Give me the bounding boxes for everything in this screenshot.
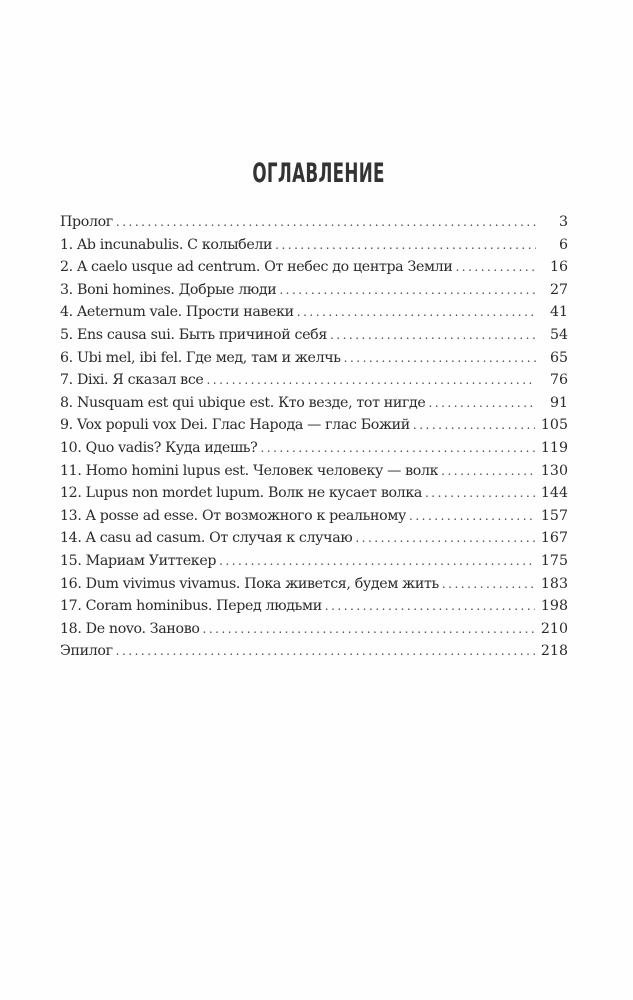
toc-entry-title: 2. A caelo usque ad centrum. От небес до центра Земли (60, 259, 453, 276)
toc-entry-page-number: 210 (540, 620, 568, 637)
toc-entry-title: 17. Coram hominibus. Перед людьми (60, 598, 322, 615)
toc-entry-page-number: 6 (558, 236, 568, 253)
dot-leader (425, 482, 535, 505)
toc-entry-title: 13. A posse ad esse. От возможного к реальному (60, 507, 407, 524)
toc-entry-title: 6. Ubi mel, ibi fel. Где мед, там и желчь (60, 349, 341, 366)
dot-leader (455, 256, 536, 279)
toc-entry-page-number: 65 (549, 349, 568, 366)
toc-entry-page-number: 218 (540, 643, 568, 660)
toc-entry-title: 12. Lupus non mordet lupum. Волк не кусает волка (60, 485, 422, 502)
toc-entry-page-number: 175 (540, 552, 568, 569)
toc-entry-page-number: 76 (549, 372, 568, 389)
toc-entry (60, 573, 568, 596)
dot-leader (330, 324, 536, 347)
toc-entry-title: 10. Quo vadis? Куда идешь? (60, 439, 258, 456)
page-title: ОГЛАВЛЕНИЕ (252, 158, 385, 189)
toc-entry (60, 324, 568, 347)
dot-leader (409, 505, 535, 528)
dot-leader (442, 573, 535, 596)
dot-leader (116, 211, 536, 234)
dot-leader (297, 301, 536, 324)
dot-leader (260, 437, 534, 460)
toc-entry (60, 482, 568, 505)
dot-leader (275, 234, 536, 257)
toc-entry-page-number: 54 (549, 326, 568, 343)
toc-entry (60, 301, 568, 324)
dot-leader (206, 369, 536, 392)
toc-entry-title: 3. Boni homines. Добрые люди (60, 281, 277, 298)
dot-leader (203, 618, 535, 641)
toc-entry-title: Пролог (60, 214, 113, 230)
dot-leader (355, 527, 535, 550)
toc-entry (60, 211, 568, 234)
toc-entry-title: 9. Vox populi vox Dei. Глас Народа — глас Божий (60, 417, 410, 434)
toc-entry-page-number: 27 (549, 281, 568, 298)
dot-leader (325, 595, 535, 618)
toc-entry-title: 11. Homo homini lupus est. Человек человеку — волк (60, 462, 439, 479)
toc-entry (60, 347, 568, 370)
toc-entry-title: 1. Ab incunabulis. С колыбели (60, 236, 273, 253)
toc-entry-page-number: 105 (540, 417, 568, 434)
toc-entry-title: 4. Aeternum vale. Прости навеки (60, 304, 294, 321)
toc-entry-page-number: 3 (558, 214, 568, 230)
toc-entry (60, 369, 568, 392)
dot-leader (219, 550, 535, 573)
toc-entry (60, 414, 568, 437)
dot-leader (441, 460, 535, 483)
toc-entry (60, 550, 568, 573)
toc-entry-title: 16. Dum vivimus vivamus. Пока живется, будем жить (60, 575, 439, 592)
toc-entry-title: 8. Nusquam est qui ubique est. Кто везде, тот нигде (60, 394, 426, 411)
toc-entry-page-number: 144 (540, 485, 568, 502)
toc-entry-page-number: 157 (540, 507, 568, 524)
toc-entry (60, 505, 568, 528)
toc-entry-page-number: 91 (549, 394, 568, 411)
dot-leader (279, 279, 536, 302)
toc-entry-page-number: 119 (540, 439, 568, 456)
toc-entry-page-number: 198 (540, 598, 568, 615)
toc-entry-title: 7. Dixi. Я сказал все (60, 372, 204, 389)
toc-entry-title: 15. Мариам Уиттекер (60, 552, 217, 569)
toc-entry (60, 256, 568, 279)
toc-entry-page-number: 167 (540, 530, 568, 547)
toc-entry-title: 5. Ens causa sui. Быть причиной себя (60, 326, 327, 343)
toc-entry-page-number: 183 (540, 575, 568, 592)
toc-entry (60, 460, 568, 483)
toc-entry (60, 595, 568, 618)
dot-leader (428, 392, 536, 415)
toc-entry-page-number: 16 (549, 259, 568, 276)
toc-entry (60, 618, 568, 641)
toc-entry (60, 234, 568, 257)
toc-entry (60, 279, 568, 302)
dot-leader (116, 640, 535, 663)
toc-entry (60, 437, 568, 460)
toc-entry-page-number: 130 (540, 462, 568, 479)
toc-entry-page-number: 41 (549, 304, 568, 321)
toc-entry-title: 18. De novo. Заново (60, 620, 200, 637)
toc-entry-title: 14. A casu ad casum. От случая к случаю (60, 530, 353, 547)
toc-entry (60, 527, 568, 550)
table-of-contents (60, 211, 568, 663)
dot-leader (413, 414, 535, 437)
dot-leader (344, 347, 536, 370)
toc-entry (60, 392, 568, 415)
toc-entry (60, 640, 568, 663)
toc-entry-title: Эпилог (60, 643, 113, 660)
